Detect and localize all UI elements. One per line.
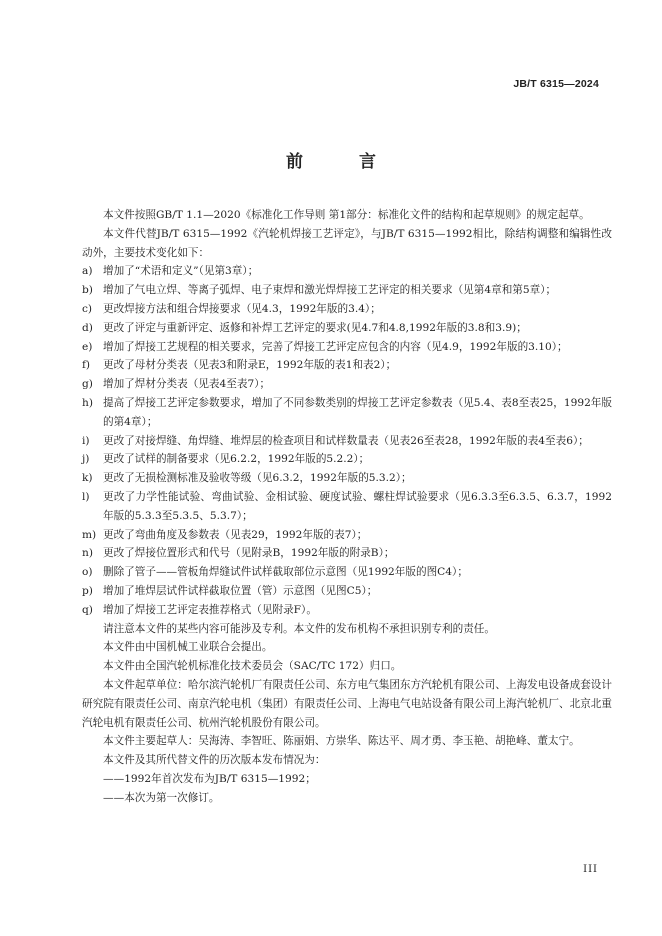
change-item xyxy=(82,526,612,545)
paragraph-drafters: 本文件主要起草人：吴海涛、李智旺、陈丽娟、方崇华、陈达平、周才勇、李玉艳、胡艳峰、董太宁。 xyxy=(103,735,580,748)
change-item-marker: e) xyxy=(82,340,93,353)
page-title: 前 言 xyxy=(286,152,401,172)
change-item-marker: g) xyxy=(82,378,93,391)
paragraph-patent-notice: 请注意本文件的某些内容可能涉及专利。本文件的发布机构不承担识别专利的责任。 xyxy=(103,622,495,635)
change-item xyxy=(82,394,612,432)
change-item xyxy=(82,544,612,563)
change-item xyxy=(82,450,612,469)
change-item-text: 删除了管子——管板角焊缝试件试样截取部位示意图（见1992年版的图C4）； xyxy=(103,566,468,579)
change-item-marker: j) xyxy=(82,453,90,466)
change-item-marker: b) xyxy=(82,284,93,297)
change-item xyxy=(82,375,612,394)
paragraph-committee: 本文件由全国汽轮机标准化技术委员会（SAC/TC 172）归口。 xyxy=(103,660,402,673)
change-item xyxy=(82,319,612,338)
preface-body xyxy=(82,206,612,808)
change-item-text: 更改了无损检测标准及验收等级（见6.3.2，1992年版的5.3.2）； xyxy=(103,472,412,485)
change-item xyxy=(82,469,612,488)
change-item-text: 更改了评定与重新评定、返修和补焊工艺评定的要求(见4.7和4.8,1992年版的3.8和3.9)； xyxy=(103,321,527,334)
change-item-text: 更改焊接方法和组合焊接要求（见4.3，1992年版的3.4）； xyxy=(103,302,381,315)
change-item-marker: k) xyxy=(82,472,93,485)
changes-list xyxy=(82,262,612,619)
change-item-text: 更改了母材分类表（见表3和附录E，1992年版的表1和表2）； xyxy=(103,359,397,372)
change-item-text: 增加了“术语和定义”（见第3章）； xyxy=(103,265,259,278)
change-item-text: 更改了弯曲角度及参数表（见表29，1992年版的表7）； xyxy=(103,528,368,541)
change-item xyxy=(82,338,612,357)
change-item-marker: m) xyxy=(82,528,97,541)
change-item-text: 更改了力学性能试验、弯曲试验、金相试验、硬度试验、螺柱焊试验要求（见6.3.3至6.3.5、6.3.7，1992年版的5.3.3至5.3.5、5.3.7）； xyxy=(103,490,612,522)
change-item-text: 增加了焊接工艺规程的相关要求，完善了焊接工艺评定应包含的内容（见4.9，1992年版的3.10）； xyxy=(103,340,568,353)
standard-code: JB/T 6315—2024 xyxy=(513,78,599,90)
change-item-marker: a) xyxy=(82,265,93,278)
change-item-text: 更改了对接焊缝、角焊缝、堆焊层的检查项目和试样数量表（见表26至表28，1992年版的表4至表6）； xyxy=(103,434,589,447)
change-item-marker: c) xyxy=(82,302,93,315)
change-item-marker: f) xyxy=(82,359,91,372)
change-item-marker: n) xyxy=(82,547,93,560)
change-item xyxy=(82,281,612,300)
change-item xyxy=(82,432,612,451)
page-number: III xyxy=(583,864,598,875)
change-item xyxy=(82,563,612,582)
change-item-text: 提高了焊接工艺评定参数要求，增加了不同参数类别的焊接工艺评定参数表（见5.4、表8至表25，1992年版的第4章）； xyxy=(103,396,612,428)
paragraph-replaces: 本文件代替JB/T 6315—1992《汽轮机焊接工艺评定》，与JB/T 6315—1992相比，除结构调整和编辑性改动外，主要技术变化如下： xyxy=(82,227,612,259)
change-item-text: 增加了焊材分类表（见表4至表7）； xyxy=(103,378,271,391)
change-item xyxy=(82,300,612,319)
paragraph-drafting-units: 本文件起草单位：哈尔滨汽轮机厂有限责任公司、东方电气集团东方汽轮机有限公司、上海发电设备成套设计研究院有限责任公司、南京汽轮电机（集团）有限责任公司、上海电气电站设备有限公司上海汽轮机厂、北京北重汽轮电机有限责任公司、杭州汽轮机股份有限公司。 xyxy=(82,678,612,729)
paragraph-history-intro: 本文件及其所代替文件的历次版本发布情况为： xyxy=(103,754,326,767)
change-item xyxy=(82,582,612,601)
history-item: ——本次为第一次修订。 xyxy=(103,791,220,804)
change-item-marker: d) xyxy=(82,321,93,334)
change-item-text: 更改了焊接位置形式和代号（见附录B，1992年版的附录B）； xyxy=(103,547,395,560)
change-item-marker: q) xyxy=(82,603,93,616)
change-item-marker: p) xyxy=(82,584,93,597)
change-item xyxy=(82,488,612,526)
change-item-marker: l) xyxy=(82,490,90,503)
paragraph-drafting-rules: 本文件按照GB/T 1.1—2020《标准化工作导则 第1部分：标准化文件的结构和起草规则》的规定起草。 xyxy=(103,209,590,221)
change-item-text: 更改了试样的制备要求（见6.2.2，1992年版的5.2.2）； xyxy=(103,453,370,466)
change-item-text: 增加了气电立焊、等离子弧焊、电子束焊和激光焊焊接工艺评定的相关要求（见第4章和第5章）； xyxy=(103,284,557,297)
change-item xyxy=(82,262,612,281)
change-item-text: 增加了焊接工艺评定表推荐格式（见附录F）。 xyxy=(103,603,317,616)
change-item xyxy=(82,356,612,375)
change-item-marker: i) xyxy=(82,434,90,447)
paragraph-proposer: 本文件由中国机械工业联合会提出。 xyxy=(103,641,273,654)
change-item-marker: h) xyxy=(82,396,93,409)
change-item-text: 增加了堆焊层试件试样截取位置（管）示意图（见图C5）； xyxy=(103,584,378,597)
history-item: ——1992年首次发布为JB/T 6315—1992； xyxy=(103,772,316,785)
change-item xyxy=(82,601,612,620)
change-item-marker: o) xyxy=(82,566,93,579)
